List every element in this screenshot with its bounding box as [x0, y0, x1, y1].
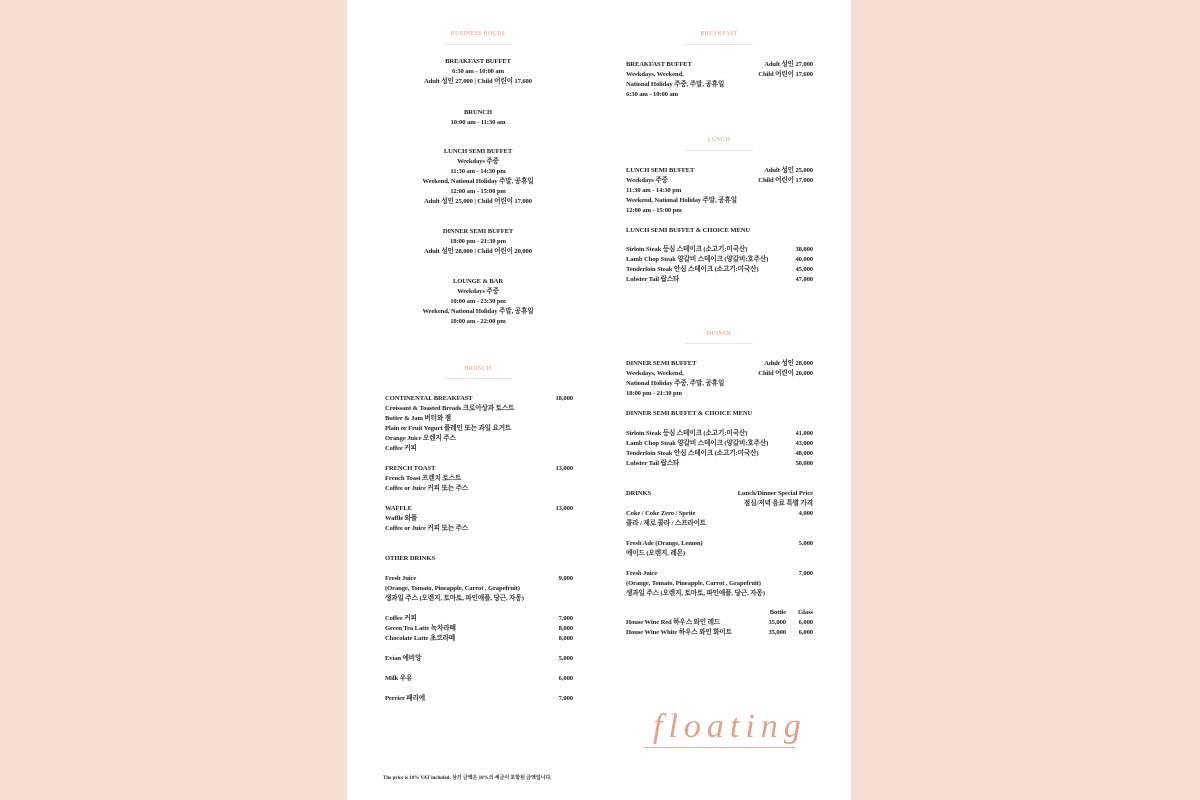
section-title-brunch: BRUNCH	[464, 366, 492, 372]
item-title: Fresh Juice	[385, 575, 417, 582]
item-price: 5,000	[558, 655, 573, 662]
brunch-waffle	[385, 504, 573, 534]
item-line: 생과일 주스 (오렌지, 토마토, 파인애플, 당근, 자몽)	[626, 590, 765, 597]
section-title-breakfast: BREAKFAST	[700, 31, 738, 37]
item-price: 7,000	[558, 615, 573, 622]
divider	[444, 378, 512, 379]
col-bottle: Bottle	[769, 609, 786, 616]
item-title: Sirloin Steak 등심 스테이크 (소고기:미국산)	[626, 430, 748, 437]
item-title: Coke / Coke Zero / Sprite	[626, 510, 696, 517]
dinner-choice-list	[626, 429, 813, 469]
item-title: Fresh Ade (Orange, Lemon)	[626, 540, 703, 547]
floating-logo: floating	[653, 708, 807, 745]
divider	[444, 44, 512, 45]
price-child: Child 어린이 17,000	[758, 177, 813, 184]
item-price: 47,000	[795, 276, 813, 283]
vat-footnote: The price is 10% VAT included. 상기 금액은 10%의 세금이 포함된 금액입니다.	[383, 776, 552, 781]
item-title: Milk 우유	[385, 675, 413, 682]
item-line: Orange Juice 오렌지 주스	[385, 435, 456, 442]
price-bottle: 35,000	[768, 629, 786, 636]
item-title: House Wine Red 하우스 와인 레드	[626, 619, 721, 626]
brunch-perrier	[385, 694, 573, 704]
brunch-milk	[385, 674, 573, 684]
item-line: National Holiday 주중, 주말, 공휴일	[626, 81, 725, 88]
item-price: 13,000	[555, 505, 573, 512]
item-line: 18:00 pm - 21:30 pm	[626, 390, 682, 397]
dinner-choice-title: DINNER SEMI BUFFET & CHOICE MENU	[626, 410, 753, 417]
item-title: CONTINENTAL BREAKFAST	[385, 395, 473, 402]
price-adult: Adult 성인 27,000	[764, 61, 813, 68]
price-child: Child 어린이 20,000	[758, 370, 813, 377]
item-title: Coffee 커피	[385, 615, 417, 622]
item-line: National Holiday 주중, 주말, 공휴일	[626, 380, 725, 387]
item-line: Weekdays 주중	[626, 177, 668, 184]
dinner-prices	[713, 359, 813, 379]
brunch-continental	[385, 394, 573, 454]
bh-dinner-semi-buffet	[378, 227, 578, 257]
item-price: 6,000	[558, 675, 573, 682]
item-line: Coffee or Juice 커피 또는 주스	[385, 485, 469, 492]
item-title: House Wine White 하우스 와인 화이트	[626, 629, 732, 636]
block-line: Weekdays 주중	[457, 158, 499, 165]
block-line: Weekend, National Holiday 주말, 공휴일	[422, 308, 534, 315]
breakfast-info	[626, 60, 724, 100]
item-line: Butter & Jam 버터와 잼	[385, 415, 452, 422]
item-line: Croissant & Toasted Breads 크로아상과 토스트	[385, 405, 515, 412]
item-price: 41,000	[795, 430, 813, 437]
block-line: 12:00 am - 15:00 pm	[450, 188, 506, 195]
section-title-lunch: LUNCH	[707, 137, 731, 143]
divider	[685, 150, 753, 151]
drinks-title: DRINKS	[626, 490, 652, 497]
price-glass: 6,000	[798, 619, 813, 626]
item-line: 11:30 am - 14:30 pm	[626, 187, 682, 194]
wine-table	[626, 608, 813, 638]
item-price: 40,000	[795, 256, 813, 263]
price-adult: Adult 성인 25,000	[764, 167, 813, 174]
item-line: French Toast 프렌치 토스트	[385, 475, 462, 482]
lunch-choice-list	[626, 245, 813, 285]
section-title-dinner: DINNER	[706, 331, 732, 337]
block-title: LOUNGE & BAR	[452, 278, 504, 285]
block-line: 10:00 am - 23:30 pm	[450, 298, 506, 305]
block-line: Adult 성인 27,000 | Child 어린이 17,600	[424, 78, 532, 85]
drinks-price-header-kr: 점심/저녁 음료 특별 가격	[743, 500, 813, 507]
item-title: Fresh Juice	[626, 570, 658, 577]
item-line: Coffee or Juice 커피 또는 주스	[385, 525, 469, 532]
item-line: (Orange, Tomato, Pineapple, Carrot , Grapefruit)	[385, 585, 520, 592]
divider	[685, 343, 753, 344]
price-child: Child 어린이 17,600	[758, 71, 813, 78]
item-title: Perrier 페리에	[385, 695, 426, 702]
bh-lunch-semi-buffet	[378, 147, 578, 207]
item-title: Lamb Chop Steak 양갈비 스테이크 (양갈비:호주산)	[626, 440, 769, 447]
item-title: Tenderloin Steak 안심 스테이크 (소고기:미국산)	[626, 450, 759, 457]
block-title: LUNCH SEMI BUFFET	[443, 148, 513, 155]
item-line: 12:00 am - 15:00 pm	[626, 207, 682, 214]
item-title: Sirloin Steak 등심 스테이크 (소고기:미국산)	[626, 246, 748, 253]
item-line: Weekdays, Weekend,	[626, 71, 684, 78]
block-line: 10:00 am - 11:30 am	[450, 119, 506, 126]
item-price: 5,000	[798, 540, 813, 547]
item-line: 콜라 / 제로 콜라 / 스프라이트	[626, 520, 707, 527]
item-price: 50,000	[795, 460, 813, 467]
price-bottle: 35,000	[768, 619, 786, 626]
bh-breakfast-buffet	[378, 57, 578, 87]
price-glass: 6,000	[798, 629, 813, 636]
block-line: Adult 성인 28,000 | Child 어린이 20,000	[424, 248, 532, 255]
item-price: 7,000	[558, 695, 573, 702]
item-price: 48,000	[795, 450, 813, 457]
item-price: 38,000	[795, 246, 813, 253]
item-title: Tenderloin Steak 안심 스테이크 (소고기:미국산)	[626, 266, 759, 273]
item-title: FRENCH TOAST	[385, 465, 436, 472]
breakfast-prices	[713, 60, 813, 80]
item-price: 18,000	[555, 395, 573, 402]
item-title: Lamb Chop Steak 양갈비 스테이크 (양갈비:호주산)	[626, 256, 769, 263]
item-line: 6:30 am - 10:00 am	[626, 91, 679, 98]
item-line: Weekend, National Holiday 주말, 공휴일	[626, 197, 737, 204]
brunch-coffee-drinks	[385, 614, 573, 644]
section-title-business-hours: BUSINESS HOURS	[450, 31, 506, 37]
item-price: 4,000	[798, 510, 813, 517]
item-line: 에이드 (오렌지, 레몬)	[626, 550, 685, 557]
block-title: DINNER SEMI BUFFET	[442, 228, 514, 235]
drinks-coke	[626, 509, 813, 529]
item-line: Waffle 와플	[385, 515, 418, 522]
block-title: BRUNCH	[464, 109, 492, 116]
item-price: 9,000	[558, 575, 573, 582]
item-title: Lobster Tail 랍스타	[626, 460, 680, 467]
item-line: (Orange, Tomato, Pineapple, Carrot , Grapefruit)	[626, 580, 761, 587]
drinks-header	[626, 489, 813, 509]
item-title: Lobster Tail 랍스타	[626, 276, 680, 283]
brunch-french-toast	[385, 464, 573, 494]
col-glass: Glass	[798, 609, 813, 616]
block-line: 10:00 am - 22:00 pm	[450, 318, 506, 325]
block-line: Weekdays 주중	[457, 288, 499, 295]
divider	[685, 44, 753, 45]
block-title: BREAKFAST BUFFET	[445, 58, 511, 65]
logo-underline	[643, 747, 795, 748]
item-title: Chocolate Latte 초코라떼	[385, 635, 455, 642]
lunch-choice-title: LUNCH SEMI BUFFET & CHOICE MENU	[626, 227, 751, 234]
item-title: Green Tea Latte 녹차라떼	[385, 625, 456, 632]
block-line: 11:30 am - 14:30 pm	[450, 168, 506, 175]
bh-lounge-bar	[378, 277, 578, 327]
block-line: Adult 성인 25,000 | Child 어린이 17,000	[424, 198, 532, 205]
item-title: BREAKFAST BUFFET	[626, 61, 692, 68]
item-price: 8,000	[558, 625, 573, 632]
block-line: 6:30 am - 10:00 am	[451, 68, 505, 75]
drinks-price-header: Lunch/Dinner Special Price	[737, 490, 813, 497]
other-drinks-title: OTHER DRINKS	[385, 555, 435, 562]
item-title: DINNER SEMI BUFFET	[626, 360, 697, 367]
bh-brunch	[378, 108, 578, 128]
lunch-prices	[713, 166, 813, 186]
drinks-fresh-ade	[626, 539, 813, 559]
item-price: 13,000	[555, 465, 573, 472]
item-line: 생과일 주스 (오렌지, 토마토, 파인애플, 당근, 자몽)	[385, 595, 524, 602]
brunch-fresh-juice	[385, 574, 573, 604]
item-title: LUNCH SEMI BUFFET	[626, 167, 695, 174]
brunch-evian	[385, 654, 573, 664]
price-adult: Adult 성인 28,000	[764, 360, 813, 367]
block-line: 18:00 pm - 21:30 pm	[450, 238, 506, 245]
item-price: 45,000	[795, 266, 813, 273]
item-title: Evian 에비앙	[385, 655, 422, 662]
item-price: 43,000	[795, 440, 813, 447]
item-line: Plain or Fruit Yogurt 플레인 또는 과일 요거트	[385, 425, 512, 432]
item-price: 8,000	[558, 635, 573, 642]
item-price: 7,000	[798, 570, 813, 577]
item-line: Coffee 커피	[385, 445, 417, 452]
drinks-fresh-juice	[626, 569, 813, 599]
item-title: WAFFLE	[385, 505, 412, 512]
item-line: Weekdays, Weekend,	[626, 370, 684, 377]
dinner-info	[626, 359, 724, 399]
block-line: Weekend, National Holiday 주말, 공휴일	[422, 178, 534, 185]
